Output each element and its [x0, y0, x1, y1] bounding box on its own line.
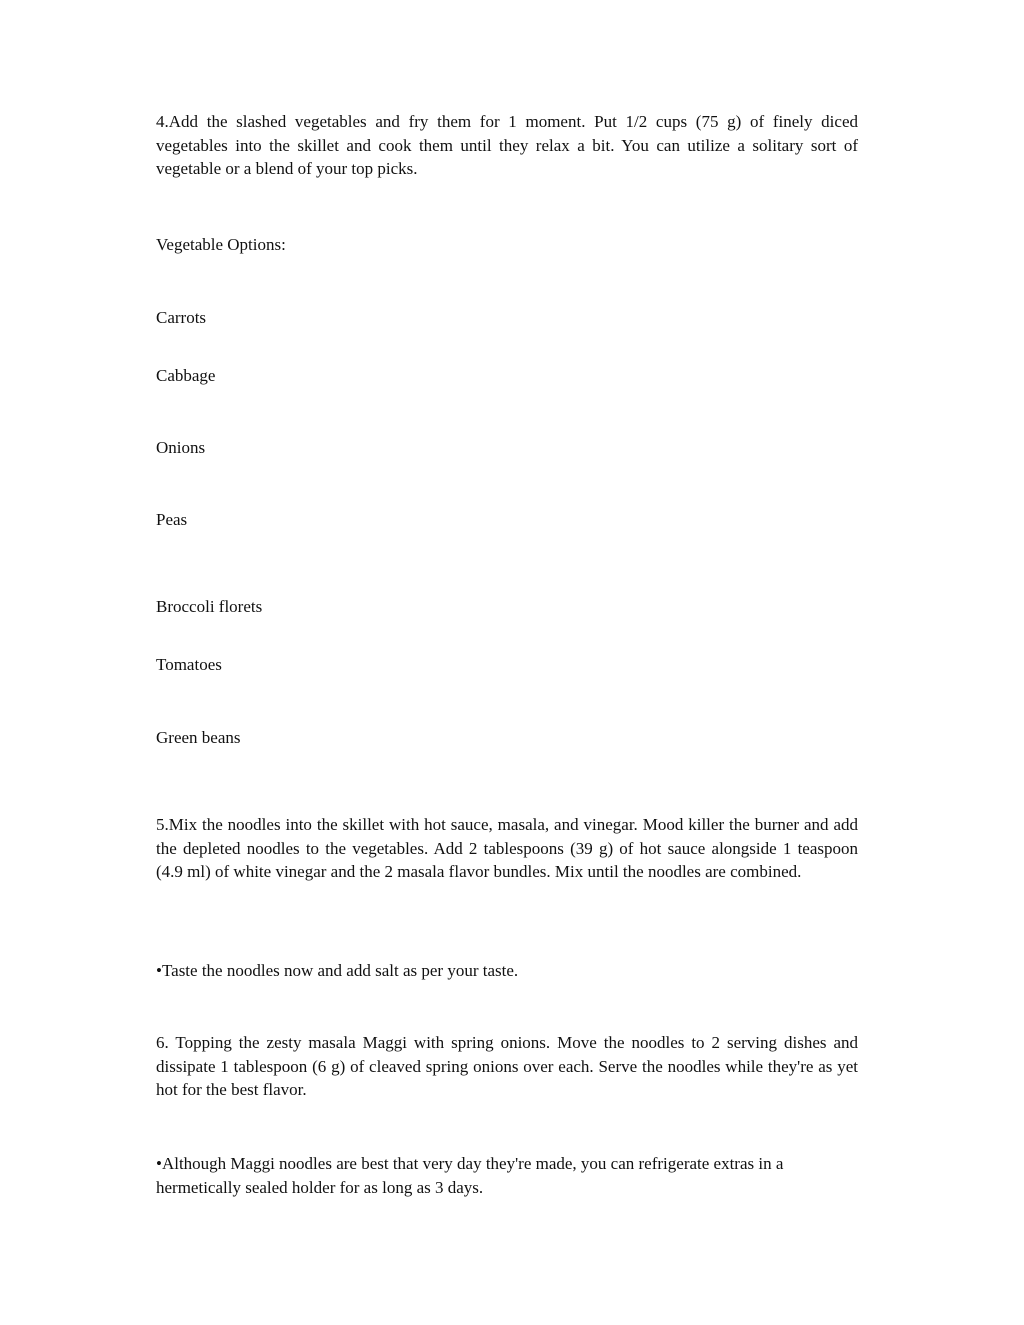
vegetable-item-onions: Onions — [156, 438, 206, 457]
step-5-paragraph: 5.Mix the noodles into the skillet with hot sauce, masala, and vinegar. Mood killer the burner and add the depleted noodles to the vegetables. Add 2 tablespoons (39 g) of hot sauce alongside 1 teaspoon (4.9 ml) of white vinegar and the 2 masala flavor bundles. Mix until the noodles are combined. — [156, 815, 858, 881]
vegetable-item-green-beans: Green beans — [156, 728, 241, 747]
tip-taste-bullet: •Taste the noodles now and add salt as per your taste. — [156, 961, 519, 980]
vegetable-item-tomatoes: Tomatoes — [156, 655, 222, 674]
vegetable-item-broccoli: Broccoli florets — [156, 597, 263, 616]
vegetable-item-carrots: Carrots — [156, 308, 207, 327]
vegetable-item-peas: Peas — [156, 510, 188, 529]
step-6-paragraph: 6. Topping the zesty masala Maggi with spring onions. Move the noodles to 2 serving dishes and dissipate 1 tablespoon (6 g) of cleaved spring onions over each. Serve the noodles while they're as yet hot for the best flavor. — [156, 1033, 858, 1099]
tip-storage-bullet: •Although Maggi noodles are best that very day they're made, you can refrigerate extras in a hermetically sealed holder for as long as 3 days. — [156, 1154, 784, 1197]
vegetable-options-heading: Vegetable Options: — [156, 235, 286, 254]
step-4-paragraph: 4.Add the slashed vegetables and fry them for 1 moment. Put 1/2 cups (75 g) of finely diced vegetables into the skillet and cook them until they relax a bit. You can utilize a solitary sort of vegetable or a blend of your top picks. — [156, 112, 858, 178]
vegetable-item-cabbage: Cabbage — [156, 366, 216, 385]
